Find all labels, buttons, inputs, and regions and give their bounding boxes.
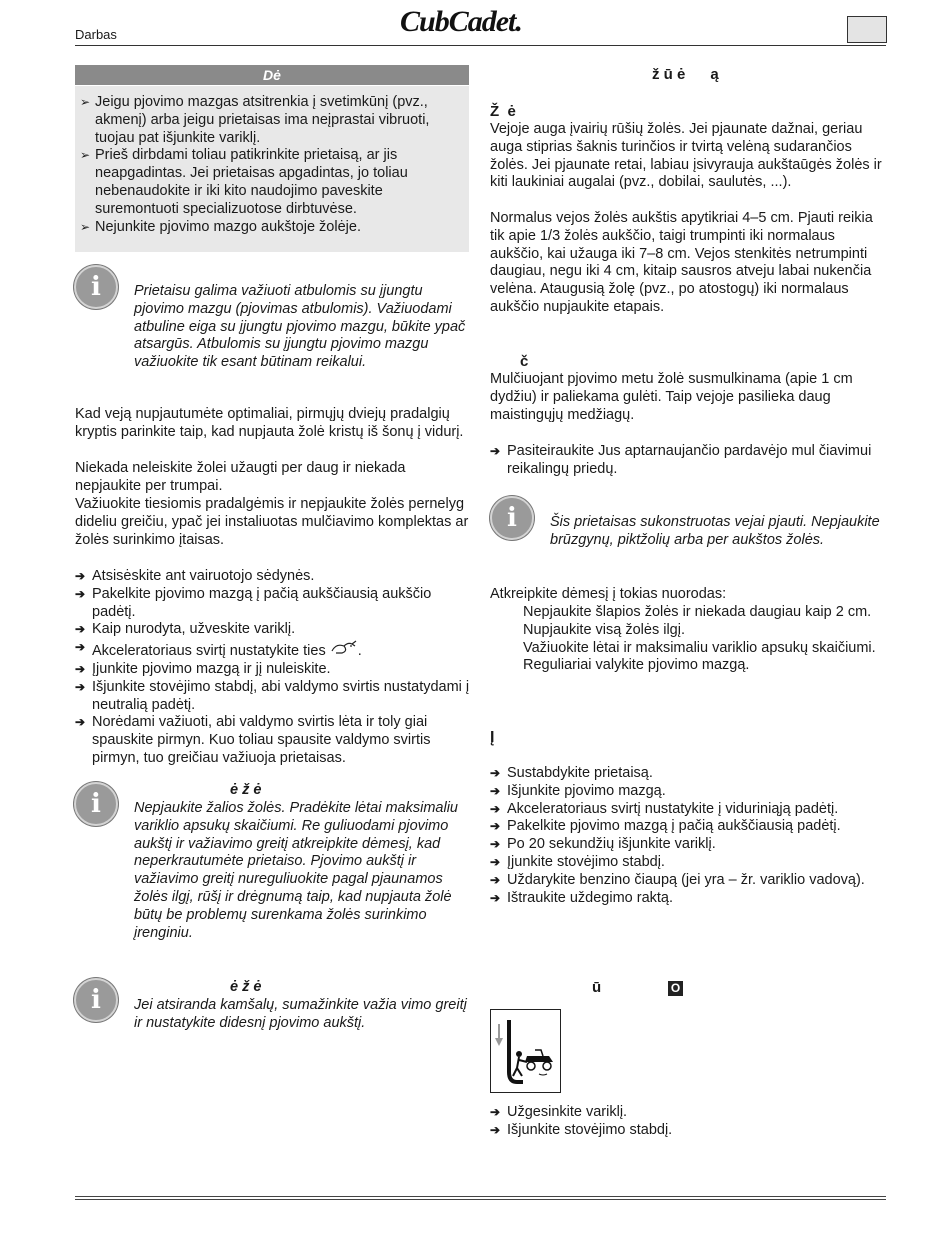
step-item: ➔ Užgesinkite variklį.	[490, 1104, 886, 1122]
subheading: č	[520, 353, 529, 370]
footer-divider	[75, 1196, 886, 1197]
step-item: ➔ Po 20 sekundžių išjunkite variklį.	[490, 836, 886, 854]
step-item: ➔ Išjunkite stovėjimo stabdį, abi valdymo svirtis nustatydami į neutralią padėtį.	[75, 679, 470, 715]
lawn-paragraph-2: Normalus vejos žolės aukštis apytikriai 4–5 cm. Pjauti reikia tik apie 1/3 žolės aukščio, taigi trumpinti iki normalaus aukščio, kai užauga iki 7–8 cm. Vejos stenkitės netrumpinti daugiau, negu iki 4 cm, kitaip sausros atveju labai nukenčia velėna. Ataugusią žolę (pvz., po atostogų) iki normalaus aukščio nupjaukite etapais.	[490, 210, 873, 315]
info-note-mowing: Nepjaukite žalios žolės. Pradėkite lėtai maksimaliu variklio apsukų skaičiumi. Re guliuodami pjovimo aukštį ir važiavimo greitį atkreipkite dėmesį, kad neperkrautumėte prietaiso. Pjovimo aukštį ir važiavimo greitį nureguliuokite pagal pjaunamos žolės ilgį, rūšį ir drėgnumą taip, kad nupjauta žolė būtų be problemų surenkama žolės surinkimo įrenginiu.	[134, 800, 458, 941]
header-divider	[75, 45, 886, 46]
warning-item: ➢ Nejunkite pjovimo mazgo aukštoje žolėje.	[75, 219, 461, 237]
mowing-paragraph-3: Važiuokite tiesiomis pradalgėmis ir nepjaukite žolės pernelyg dideliu greičiu, ypač jei instaliuotas mulčiavimo komplektas ar žolės surinkimo įtaisas.	[75, 496, 469, 548]
cub-cadet-logo	[400, 5, 522, 39]
step-item: ➔ Įjunkite pjovimo mazgą ir jį nuleiskite.	[75, 661, 470, 679]
notes-intro: Atkreipkite dėmesį į tokias nuorodas:	[490, 586, 727, 602]
o-key-symbol	[668, 979, 683, 997]
subheading: Ž ė	[490, 103, 516, 120]
mowing-paragraph-2: Niekada neleiskite žolei užaugti per daug ir niekada nepjaukite per trumpai.	[75, 460, 406, 494]
step-text: Akceleratoriaus svirtį nustatykite ties	[92, 643, 326, 660]
info-note-purpose: Šis prietaisas sukonstruotas vejai pjauti. Nepjaukite brūzgynų, piktžolių arba per aukštos žolės.	[550, 514, 880, 548]
info-note-clogging: Jei atsiranda kamšalų, sumažinkite važia vimo greitį ir nustatykite didesnį pjovimo aukštį.	[134, 997, 467, 1031]
page-number-box	[847, 16, 887, 43]
step-item: ➔ Uždarykite benzino čiaupą (jei yra – žr. variklio vadovą).	[490, 872, 886, 890]
step-item: ➔ Norėdami važiuoti, abi valdymo svirtis lėta ir toly giai spauskite pirmyn. Kuo toliau spausite valdymo svirtis pirmyn, tuo greičiau važiuoja prietaisas.	[75, 714, 470, 767]
step-item: ➔ Akceleratoriaus svirtį nustatykite į viduriniąją padėtį.	[490, 801, 886, 819]
info-note-title: ė ž ė	[230, 979, 262, 995]
step-item: ➔ Išjunkite stovėjimo stabdį.	[490, 1122, 886, 1140]
o-key-label: O	[668, 981, 683, 996]
mowing-steps	[75, 568, 470, 768]
section-heading: ž ū ė ą	[652, 66, 719, 83]
brake-lever-illustration	[490, 1009, 561, 1093]
step-item: ➔ Įjunkite stovėjimo stabdį.	[490, 854, 886, 872]
info-icon: i	[74, 978, 118, 1022]
step-item: ➔ Pakelkite pjovimo mazgą į pačią aukščiausią aukščio padėtį.	[75, 586, 470, 622]
mulching-steps	[490, 443, 886, 479]
stop-steps	[490, 765, 886, 907]
step-item: ➔ Išjunkite pjovimo mazgą.	[490, 783, 886, 801]
step-item: ➔ Ištraukite uždegimo raktą.	[490, 890, 886, 908]
info-note-title: ė ž ė	[230, 782, 262, 798]
note-item: Nepjaukite šlapios žolės ir niekada daugiau kaip 2 cm.	[523, 604, 872, 620]
mulching-paragraph: Mulčiuojant pjovimo metu žolė susmulkinama (apie 1 cm dydžiu) ir paliekama gulėti. Taip vejoje pasilieka daug maistingųjų medžiagų.	[490, 371, 853, 423]
lawn-paragraph-1: Vejoje auga įvairių rūšių žolės. Jei pjaunate dažnai, geriau auga stiprias šaknis turinčios ir tvirtą velėną sudarančios žolės. Jei pjaunate retai, labiau įsivyrauja aukštaūgės žolės ir kiti laukiniai augalai (pvz., dobilai, saulutės, ...).	[490, 121, 882, 191]
footer-divider	[75, 1199, 886, 1200]
warning-list	[75, 94, 469, 236]
step-item: ➔ Kaip nurodyta, užveskite variklį.	[75, 621, 470, 639]
info-icon: i	[74, 265, 118, 309]
step-item: ➔ Pakelkite pjovimo mazgą į pačią aukščiausią padėtį.	[490, 818, 886, 836]
park-steps	[490, 1104, 886, 1140]
note-item: Važiuokite lėtai ir maksimaliu variklio apsukų skaičiumi.	[523, 639, 876, 656]
notes-list	[523, 604, 886, 675]
section-title: Darbas	[75, 27, 117, 42]
note-item: Nupjaukite visą žolės ilgį.	[523, 621, 685, 638]
info-icon: i	[490, 496, 534, 540]
mowing-paragraph-1: Kad veją nupjautumėte optimaliai, pirmųjų dviejų pradalgių kryptis parinkite taip, kad nupjauta žolė kristų iš šonų į vidurį.	[75, 406, 464, 440]
section-heading: Į	[490, 729, 495, 746]
note-item: Reguliariai valykite pjovimo mazgą.	[523, 657, 750, 674]
step-item: ➔ Atsisėskite ant vairuotojo sėdynės.	[75, 568, 470, 586]
info-note-reverse: Prietaisu galima važiuoti atbulomis su įjungtu pjovimo mazgu (pjovimas atbulomis). Važiuodami atbuline eiga su įjungtu pjovimo mazgu, būkite ypač atsargūs. Atbulomis su įjungtu pjovimo mazgu važiuokite tik esant būtinam reikalui.	[134, 283, 466, 371]
step-suffix: .	[357, 643, 362, 660]
logo-text: CubCadet.	[400, 5, 522, 38]
step-item-throttle	[75, 639, 470, 661]
section-heading: ū	[592, 979, 602, 996]
warning-item: ➢ Jeigu pjovimo mazgas atsitrenkia į svetimkūnį (pvz., akmenį) arba jeigu prietaisas ima neįprastai vibruoti, tuojau pat išjunkite variklį.	[75, 94, 461, 147]
step-item: ➔ Sustabdykite prietaisą.	[490, 765, 886, 783]
warning-item: ➢ Prieš dirbdami toliau patikrinkite prietaisą, ar jis neapgadintas. Jei prietaisas apgadintas, jo toliau nebenaudokite ir iki kito naudojimo paveskite suremontuoti specializuotose dirbtuvėse.	[75, 147, 461, 218]
warning-box	[75, 86, 469, 252]
warning-title-bar: Dė	[75, 65, 469, 85]
rabbit-icon	[330, 643, 358, 659]
step-item: ➔ Pasiteiraukite Jus aptarnaujančio pardavėjo mul čiavimui reikalingų priedų.	[490, 443, 886, 479]
info-icon: i	[74, 782, 118, 826]
